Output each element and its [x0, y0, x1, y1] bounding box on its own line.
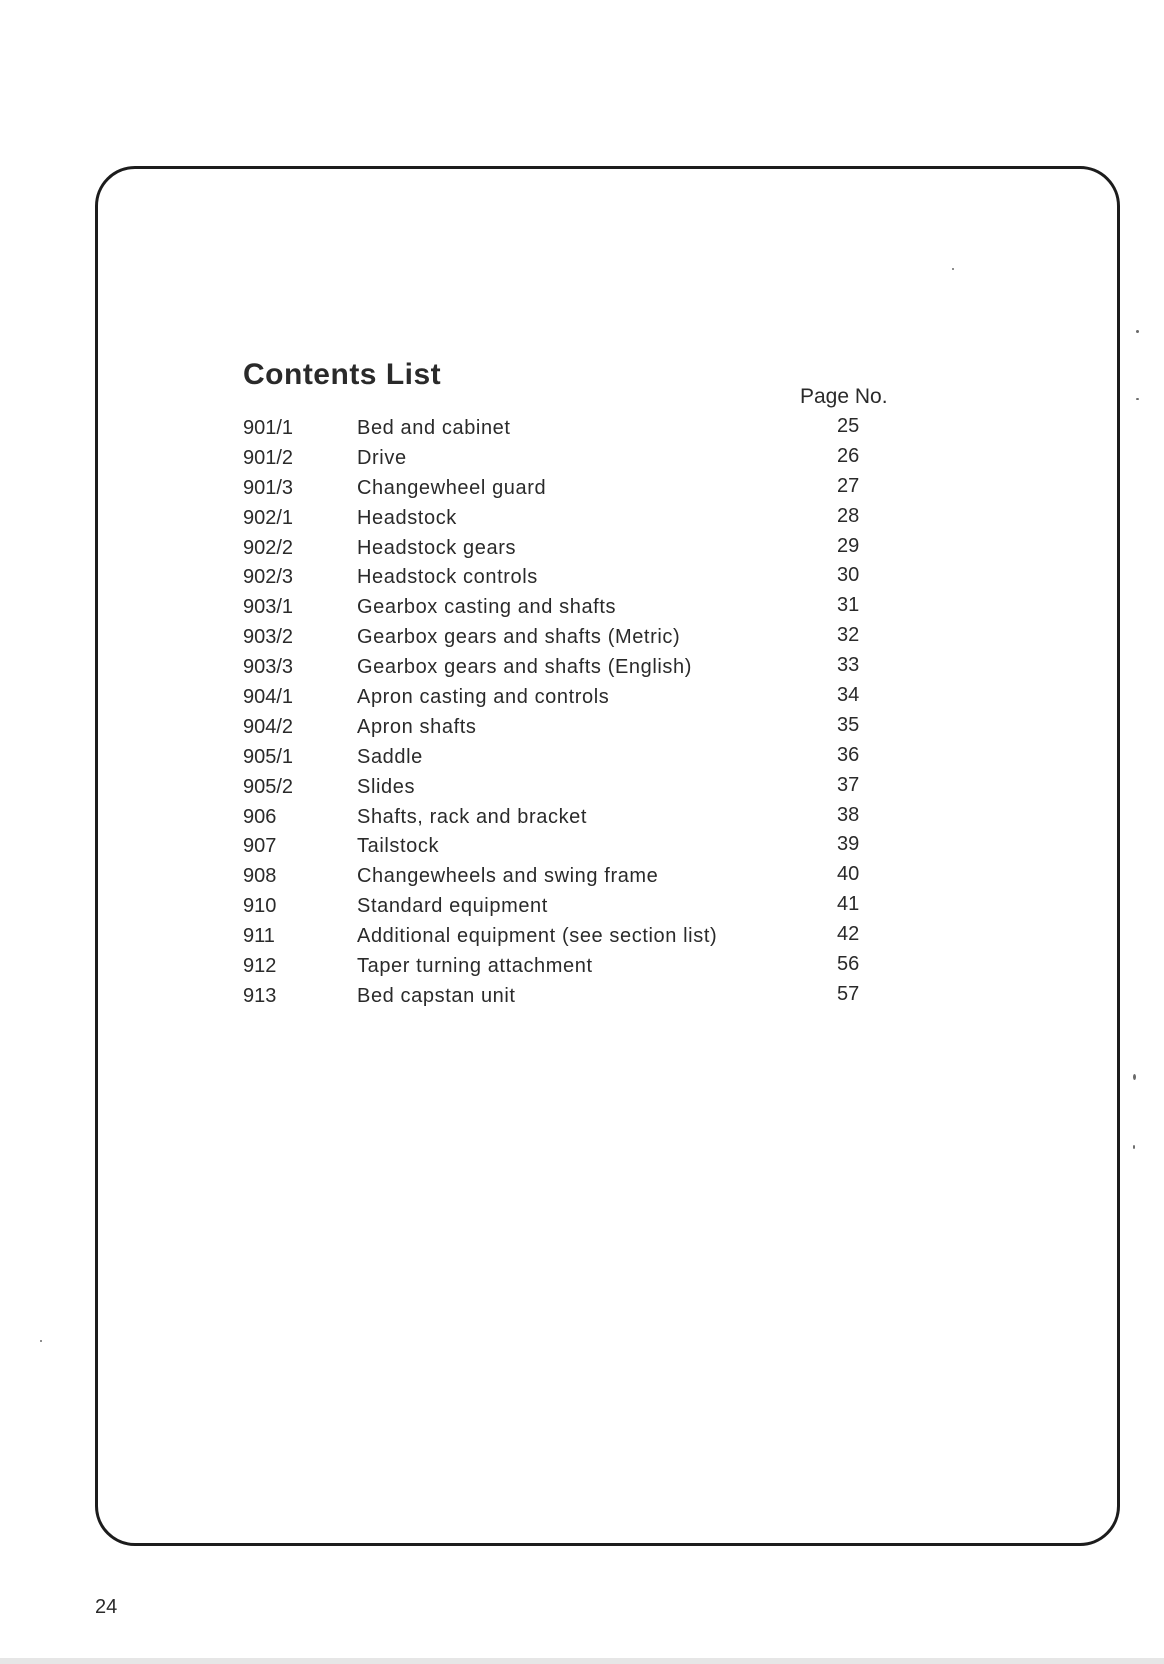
entry-description: Saddle [357, 745, 423, 768]
entry-code: 912 [243, 955, 277, 978]
entry-description: Headstock [357, 506, 457, 529]
entry-description: Gearbox gears and shafts (English) [357, 656, 693, 679]
entry-code: 904/2 [243, 715, 294, 738]
contents-entry [243, 832, 883, 862]
entry-page-number: 34 [837, 684, 860, 707]
entry-code: 907 [243, 835, 277, 858]
contents-entry [243, 623, 883, 653]
entry-page-number: 56 [837, 953, 860, 976]
entry-page-number: 28 [837, 504, 860, 527]
entry-code: 911 [243, 925, 275, 948]
entry-description: Drive [357, 446, 407, 469]
entry-code: 902/2 [243, 536, 294, 559]
scan-speck [40, 1340, 42, 1342]
entry-description: Headstock gears [357, 536, 517, 559]
entry-code: 903/2 [243, 626, 294, 649]
entry-code: 905/2 [243, 775, 294, 798]
contents-entry [243, 952, 883, 982]
contents-entry [243, 892, 883, 922]
entry-description: Slides [357, 775, 416, 798]
entry-description: Shafts, rack and bracket [357, 805, 588, 828]
entry-page-number: 40 [837, 863, 860, 886]
entry-description: Gearbox casting and shafts [357, 596, 617, 619]
contents-entry [243, 563, 883, 593]
entry-description: Apron shafts [357, 715, 477, 738]
entry-code: 903/3 [243, 656, 294, 679]
entry-page-number: 36 [837, 743, 860, 766]
entry-description: Additional equipment (see section list) [357, 925, 718, 948]
contents-entry [243, 803, 883, 833]
entry-description: Headstock controls [357, 566, 538, 589]
entry-page-number: 27 [837, 474, 860, 497]
contents-entry [243, 862, 883, 892]
scan-speck [1133, 1074, 1136, 1080]
entry-page-number: 31 [837, 594, 860, 617]
entry-code: 903/1 [243, 596, 294, 619]
entry-code: 902/1 [243, 506, 294, 529]
contents-entry [243, 982, 883, 1012]
entry-code: 913 [243, 984, 277, 1007]
entry-description: Bed capstan unit [357, 984, 516, 1007]
entry-page-number: 25 [837, 415, 860, 437]
entry-code: 904/1 [243, 686, 294, 709]
entry-description: Changewheel guard [357, 476, 547, 499]
entry-description: Standard equipment [357, 895, 548, 918]
entry-description: Changewheels and swing frame [357, 865, 659, 888]
scan-bottom-edge [0, 1658, 1164, 1664]
entry-code: 901/3 [243, 476, 294, 499]
contents-entry [243, 653, 883, 683]
contents-entry [243, 593, 883, 623]
entry-code: 901/2 [243, 446, 294, 469]
contents-entry [243, 504, 883, 534]
page-title: Contents List [243, 358, 442, 391]
contents-entry [243, 713, 883, 743]
entry-code: 905/1 [243, 745, 294, 768]
contents-entry [243, 922, 883, 952]
contents-entry [243, 773, 883, 803]
contents-entry [243, 444, 883, 474]
entry-description: Gearbox gears and shafts (Metric) [357, 626, 681, 649]
entry-description: Taper turning attachment [357, 955, 593, 978]
contents-entry [243, 743, 883, 773]
contents-entry [243, 414, 883, 444]
scan-speck [1136, 398, 1139, 400]
page-number-column-header: Page No. [800, 385, 888, 408]
entry-page-number: 42 [837, 923, 860, 946]
scan-speck [1136, 330, 1139, 333]
contents-table [243, 414, 883, 1012]
entry-description: Apron casting and controls [357, 686, 610, 709]
entry-page-number: 32 [837, 624, 860, 647]
contents-entry [243, 474, 883, 504]
entry-code: 908 [243, 865, 277, 888]
entry-page-number: 26 [837, 444, 860, 467]
entry-description: Tailstock [357, 835, 440, 858]
contents-entry [243, 683, 883, 713]
entry-code: 906 [243, 805, 277, 828]
entry-page-number: 35 [837, 713, 860, 736]
entry-description: Bed and cabinet [357, 417, 511, 439]
contents-entry [243, 534, 883, 564]
entry-page-number: 30 [837, 564, 860, 587]
folio-page-number: 24 [95, 1596, 118, 1618]
entry-page-number: 57 [837, 982, 860, 1005]
entry-page-number: 41 [837, 893, 860, 916]
scan-speck [952, 268, 954, 270]
entry-page-number: 33 [837, 654, 860, 677]
entry-page-number: 39 [837, 833, 860, 856]
entry-page-number: 29 [837, 534, 860, 557]
entry-code: 910 [243, 895, 277, 918]
entry-page-number: 37 [837, 773, 860, 796]
entry-code: 901/1 [243, 417, 294, 439]
entry-code: 902/3 [243, 566, 294, 589]
scan-speck [1133, 1145, 1135, 1149]
entry-page-number: 38 [837, 803, 860, 826]
